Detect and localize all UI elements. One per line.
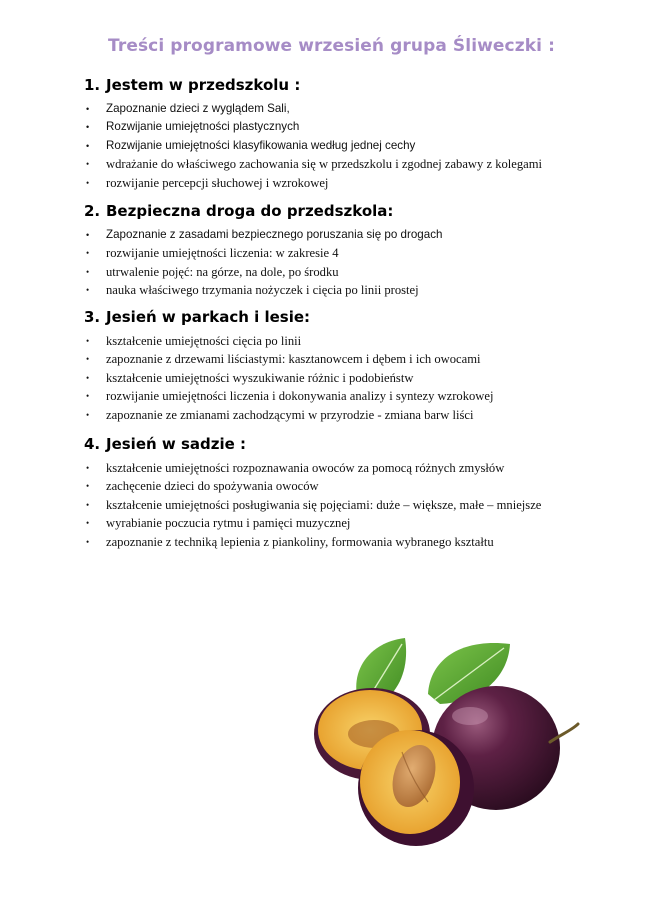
bullet-icon: • <box>86 140 90 151</box>
section-heading <box>84 306 584 328</box>
list-item: • Rozwijanie umiejętności klasyfikowania według jednej cechy <box>84 137 584 155</box>
list-item: • wdrażanie do właściwego zachowania się w przedszkolu i zgodnej zabawy z kolegami <box>84 155 584 173</box>
section-heading <box>84 433 584 455</box>
list-item: • Zapoznanie dzieci z wyglądem Sali, <box>84 100 584 118</box>
list-item: • kształcenie umiejętności rozpoznawania owoców za pomocą różnych zmysłów <box>84 459 584 477</box>
list-item: • nauka właściwego trzymania nożyczek i cięcia po linii prostej <box>84 281 584 299</box>
list-item: • zapoznanie z techniką lepienia z piankoliny, formowania wybranego kształtu <box>84 533 584 551</box>
bullet-icon: • <box>86 391 90 402</box>
section-number: 3. <box>84 308 101 326</box>
bullet-icon: • <box>86 159 90 170</box>
bullet-list <box>84 332 584 424</box>
section-1 <box>84 74 584 192</box>
list-item: • zapoznanie z drzewami liściastymi: kasztanowcem i dębem i ich owocami <box>84 350 584 368</box>
bullet-icon: • <box>86 372 90 383</box>
bullet-icon: • <box>86 230 90 240</box>
bullet-icon: • <box>86 266 90 277</box>
section-3 <box>84 306 584 424</box>
list-item: • Zapoznanie z zasadami bezpiecznego poruszania się po drogach <box>84 226 584 244</box>
plum-illustration-icon <box>310 630 600 860</box>
list-item: • Rozwijanie umiejętności plastycznych <box>84 118 584 136</box>
list-item: • zapoznanie ze zmianami zachodzącymi w przyrodzie - zmiana barw liści <box>84 406 584 424</box>
bullet-icon: • <box>86 285 90 296</box>
list-item: • rozwijanie umiejętności liczenia i dokonywania analizy i syntezy wzrokowej <box>84 387 584 405</box>
bullet-icon: • <box>86 177 90 188</box>
list-item: • kształcenie umiejętności posługiwania się pojęciami: duże – większe, małe – mniejsze <box>84 496 584 514</box>
list-item: • kształcenie umiejętności cięcia po linii <box>84 332 584 350</box>
section-heading <box>84 74 584 96</box>
bullet-icon: • <box>86 336 90 346</box>
list-item: • kształcenie umiejętności wyszukiwanie różnic i podobieństw <box>84 369 584 387</box>
bullet-icon: • <box>86 122 90 133</box>
list-item: • zachęcenie dzieci do spożywania owoców <box>84 477 584 495</box>
bullet-icon: • <box>86 536 90 547</box>
section-4 <box>84 433 584 551</box>
bullet-icon: • <box>86 518 90 529</box>
bullet-icon: • <box>86 463 90 473</box>
section-number: 4. <box>84 435 101 453</box>
bullet-icon: • <box>86 499 90 510</box>
list-item: • rozwijanie umiejętności liczenia: w zakresie 4 <box>84 244 584 262</box>
list-item: • utrwalenie pojęć: na górze, na dole, po środku <box>84 263 584 281</box>
section-title: Jesień w sadzie : <box>106 435 247 453</box>
bullet-icon: • <box>86 354 90 365</box>
bullet-icon: • <box>86 248 90 259</box>
list-item: • rozwijanie percepcji słuchowej i wzrokowej <box>84 174 584 192</box>
section-title: Jestem w przedszkolu : <box>106 76 301 94</box>
bullet-icon: • <box>86 481 90 492</box>
bullet-list <box>84 100 584 192</box>
list-item: • wyrabianie poczucia rytmu i pamięci muzycznej <box>84 514 584 532</box>
section-2 <box>84 200 584 300</box>
section-title: Bezpieczna droga do przedszkola: <box>106 202 394 220</box>
section-title: Jesień w parkach i lesie: <box>106 308 311 326</box>
document-title: Treści programowe wrzesień grupa Śliweczki : <box>108 36 555 56</box>
bullet-list <box>84 226 584 300</box>
bullet-list <box>84 459 584 551</box>
bullet-icon: • <box>86 104 90 114</box>
section-number: 1. <box>84 76 101 94</box>
section-number: 2. <box>84 202 101 220</box>
section-heading <box>84 200 584 222</box>
bullet-icon: • <box>86 409 90 420</box>
